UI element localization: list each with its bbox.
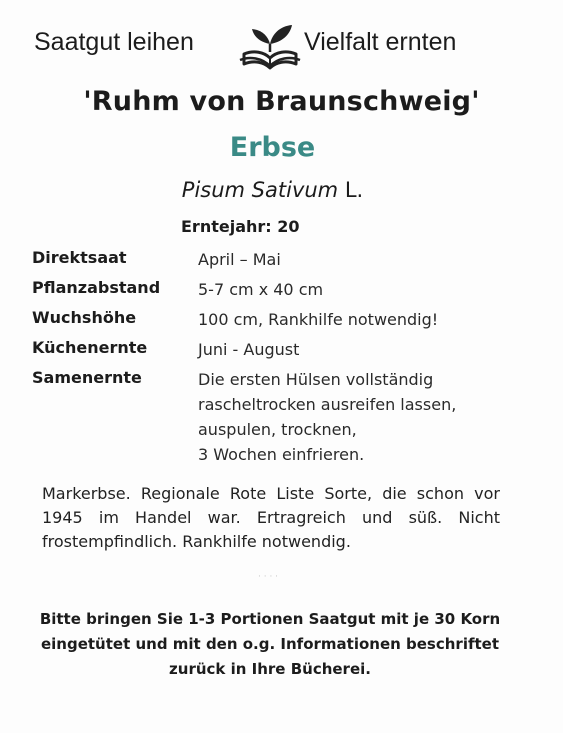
info-row-wuchshoehe xyxy=(32,307,512,332)
info-label: Wuchshöhe xyxy=(32,308,137,327)
info-value-line: Die ersten Hülsen vollständig xyxy=(198,370,434,389)
info-value-line: April – Mai xyxy=(198,250,281,269)
botanical-name xyxy=(0,178,545,202)
info-label: Samenernte xyxy=(32,368,142,387)
return-instruction: Bitte bringen Sie 1-3 Portionen Saatgut mit je 30 Korn eingetütet und mit den o.g. Informationen beschriftet zurück in Ihre Bücherei. xyxy=(39,610,501,678)
info-label: Pflanzabstand xyxy=(32,278,161,297)
info-value-line: 3 Wochen einfrieren. xyxy=(198,445,365,464)
crop-name: Erbse xyxy=(229,132,316,163)
info-value-line: 100 cm, Rankhilfe notwendig! xyxy=(198,310,439,329)
header xyxy=(0,20,563,72)
info-row-samenernte xyxy=(32,367,512,467)
botanical-species: Pisum Sativum xyxy=(181,178,339,202)
variety-title: 'Ruhm von Braunschweig' xyxy=(83,86,480,117)
info-row-direktsaat xyxy=(32,247,512,272)
info-value xyxy=(198,247,281,272)
slogan-left: Saatgut leihen xyxy=(34,28,194,56)
info-value xyxy=(198,367,456,467)
harvest-year: Erntejahr: 20 xyxy=(181,217,300,236)
info-value-line: auspulen, trocknen, xyxy=(198,420,357,439)
info-table xyxy=(32,247,512,472)
info-value-line: rascheltrocken ausreifen lassen, xyxy=(198,395,457,414)
book-sprout-logo-icon xyxy=(238,20,302,72)
info-value-line: 5-7 cm x 40 cm xyxy=(198,280,324,299)
info-label: Direktsaat xyxy=(32,248,127,267)
slogan-right: Vielfalt ernten xyxy=(304,28,457,56)
info-value xyxy=(198,307,438,332)
info-value xyxy=(198,337,299,362)
info-value xyxy=(198,277,323,302)
info-value-line: Juni - August xyxy=(198,340,300,359)
variety-description: Markerbse. Regionale Rote Liste Sorte, die schon vor 1945 im Handel war. Ertragreich und süß. Nicht frostempfindlich. Rankhilfe notwendig. xyxy=(42,484,500,551)
info-row-kuechenernte xyxy=(32,337,512,362)
info-row-pflanzabstand xyxy=(32,277,512,302)
faint-stamp-mark: · · · · xyxy=(258,572,279,582)
botanical-author: L. xyxy=(338,178,364,202)
info-label: Küchenernte xyxy=(32,338,148,357)
